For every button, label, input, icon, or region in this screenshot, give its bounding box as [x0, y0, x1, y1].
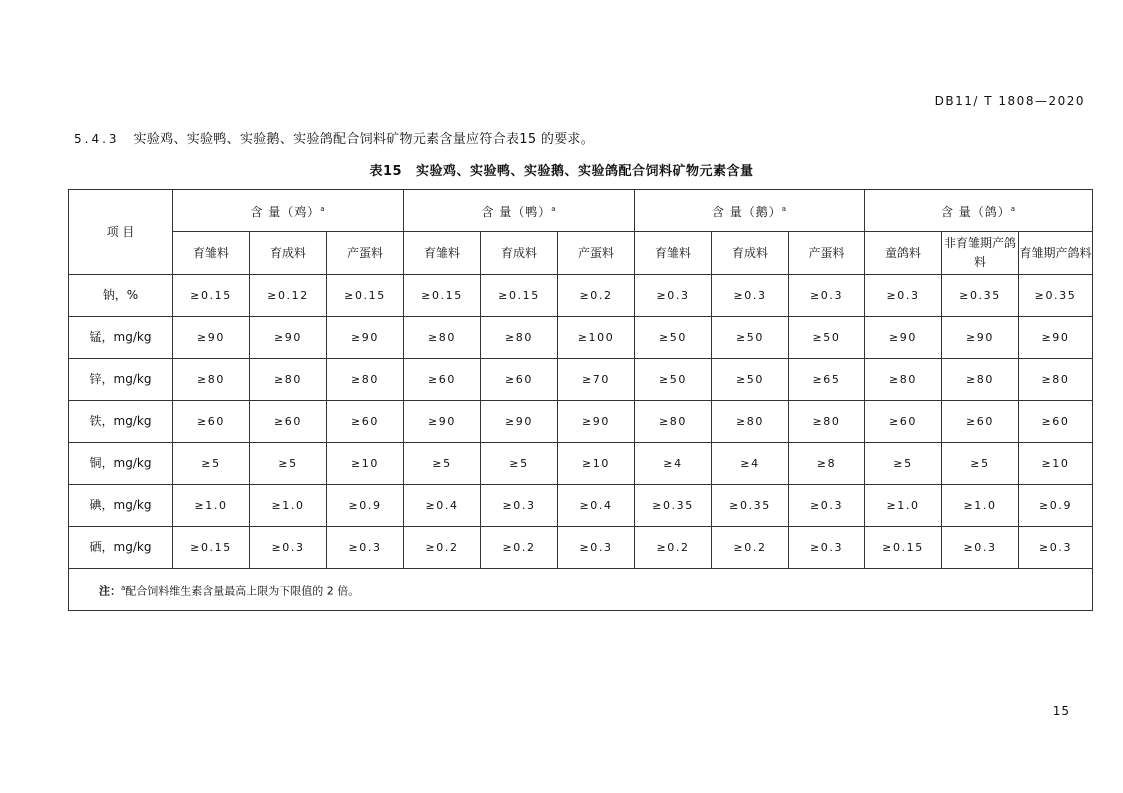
table-cell: ≥0.3	[558, 527, 635, 569]
table-cell: ≥5	[173, 443, 250, 485]
table-cell: ≥0.2	[635, 527, 712, 569]
table-row	[69, 275, 1093, 317]
table-cell: ≥0.35	[635, 485, 712, 527]
table-cell: ≥0.2	[481, 527, 558, 569]
table-cell: ≥4	[635, 443, 712, 485]
table-cell: ≥50	[712, 317, 789, 359]
table-cell: ≥90	[481, 401, 558, 443]
row-item-label: 碘，mg/kg	[69, 485, 173, 527]
sub-header: 育雏期产鸽料	[1019, 232, 1093, 275]
row-item-label: 钠，%	[69, 275, 173, 317]
table-number: 表15	[369, 164, 403, 179]
sub-header-row	[69, 232, 1093, 275]
table-row	[69, 359, 1093, 401]
table-cell: ≥1.0	[250, 485, 327, 527]
table-cell: ≥60	[1019, 401, 1093, 443]
table-cell: ≥80	[865, 359, 942, 401]
group-label: 含 量（鸡）	[250, 204, 321, 219]
table-cell: ≥1.0	[865, 485, 942, 527]
table-cell: ≥80	[789, 401, 865, 443]
footnote-marker: a	[320, 204, 326, 213]
sub-header: 非育雏期产鸽料	[942, 232, 1019, 275]
sub-header: 育雏料	[635, 232, 712, 275]
group-header-pigeon	[865, 190, 1093, 232]
note-row	[69, 569, 1093, 611]
table-cell: ≥100	[558, 317, 635, 359]
table-cell: ≥0.3	[327, 527, 404, 569]
table-cell: ≥0.35	[712, 485, 789, 527]
table-cell: ≥90	[250, 317, 327, 359]
table-cell: ≥10	[327, 443, 404, 485]
table-cell: ≥50	[635, 359, 712, 401]
table-cell: ≥80	[712, 401, 789, 443]
section-number: 5.4.3	[74, 132, 120, 146]
group-header-chicken	[173, 190, 404, 232]
table-row	[69, 401, 1093, 443]
sub-header: 产蛋料	[558, 232, 635, 275]
footnote-marker: a	[781, 204, 788, 213]
sub-header: 育成料	[712, 232, 789, 275]
sub-header: 产蛋料	[327, 232, 404, 275]
table-cell: ≥90	[865, 317, 942, 359]
table-cell: ≥0.35	[942, 275, 1019, 317]
table-row	[69, 317, 1093, 359]
table-cell: ≥0.3	[712, 275, 789, 317]
group-header-duck	[404, 190, 635, 232]
item-header: 项 目	[69, 190, 173, 275]
page-number: 15	[1052, 704, 1070, 718]
table-cell: ≥0.3	[635, 275, 712, 317]
table-cell: ≥0.35	[1019, 275, 1093, 317]
table-cell: ≥90	[1019, 317, 1093, 359]
group-label: 含 量（鸭）	[481, 204, 552, 219]
table-cell: ≥0.9	[1019, 485, 1093, 527]
table-cell: ≥5	[865, 443, 942, 485]
table-body	[69, 275, 1093, 569]
mineral-content-table	[68, 189, 1093, 611]
table-cell: ≥4	[712, 443, 789, 485]
table-cell: ≥65	[789, 359, 865, 401]
sub-header: 育雏料	[173, 232, 250, 275]
table-cell: ≥90	[327, 317, 404, 359]
table-cell: ≥50	[712, 359, 789, 401]
table-cell: ≥5	[942, 443, 1019, 485]
group-label: 含 量（鸽）	[940, 204, 1011, 219]
table-cell: ≥90	[173, 317, 250, 359]
table-cell: ≥0.2	[558, 275, 635, 317]
table-cell: ≥90	[558, 401, 635, 443]
table-cell: ≥0.3	[250, 527, 327, 569]
table-cell: ≥0.15	[404, 275, 481, 317]
table-cell: ≥10	[1019, 443, 1093, 485]
sub-header: 育成料	[481, 232, 558, 275]
table-cell: ≥0.3	[481, 485, 558, 527]
table-title	[0, 160, 1123, 179]
sub-header: 产蛋料	[789, 232, 865, 275]
table-cell: ≥0.9	[327, 485, 404, 527]
table-cell: ≥80	[173, 359, 250, 401]
table-cell: ≥90	[942, 317, 1019, 359]
note-superscript: a	[121, 583, 126, 592]
table-cell: ≥5	[404, 443, 481, 485]
table-cell: ≥5	[481, 443, 558, 485]
table-cell: ≥80	[1019, 359, 1093, 401]
row-item-label: 硒，mg/kg	[69, 527, 173, 569]
table-cell: ≥60	[865, 401, 942, 443]
table-cell: ≥50	[789, 317, 865, 359]
table-cell: ≥80	[250, 359, 327, 401]
table-cell: ≥0.2	[712, 527, 789, 569]
footnote-marker: a	[551, 204, 557, 213]
table-cell: ≥60	[250, 401, 327, 443]
table-cell: ≥0.3	[942, 527, 1019, 569]
table-cell: ≥10	[558, 443, 635, 485]
group-header-goose	[635, 190, 865, 232]
note-label: 注：	[99, 584, 121, 598]
table-cell: ≥0.15	[327, 275, 404, 317]
row-item-label: 锰，mg/kg	[69, 317, 173, 359]
table-cell: ≥0.12	[250, 275, 327, 317]
table-cell: ≥8	[789, 443, 865, 485]
group-header-row	[69, 190, 1093, 232]
table-row	[69, 485, 1093, 527]
table-cell: ≥80	[404, 317, 481, 359]
section-text: 实验鸡、实验鸭、实验鹅、实验鸽配合饲料矿物元素含量应符合表15 的要求。	[133, 132, 595, 147]
group-label: 含 量（鹅）	[711, 204, 782, 219]
table-cell: ≥60	[173, 401, 250, 443]
table-cell: ≥0.3	[789, 275, 865, 317]
table-cell: ≥60	[327, 401, 404, 443]
table-cell: ≥70	[558, 359, 635, 401]
table-cell: ≥80	[635, 401, 712, 443]
row-item-label: 铜，mg/kg	[69, 443, 173, 485]
table-cell: ≥0.3	[789, 527, 865, 569]
table-cell: ≥80	[327, 359, 404, 401]
table-cell: ≥0.4	[558, 485, 635, 527]
table-cell: ≥0.3	[1019, 527, 1093, 569]
table-cell: ≥0.15	[173, 275, 250, 317]
table-cell: ≥0.2	[404, 527, 481, 569]
table-note	[69, 569, 1093, 611]
table-row	[69, 443, 1093, 485]
table-cell: ≥90	[404, 401, 481, 443]
table-cell: ≥50	[635, 317, 712, 359]
table-title-text: 实验鸡、实验鸭、实验鹅、实验鸽配合饲料矿物元素含量	[416, 164, 754, 179]
document-code: DB11/ T 1808—2020	[934, 94, 1085, 108]
sub-header: 育雏料	[404, 232, 481, 275]
table-cell: ≥0.4	[404, 485, 481, 527]
table-cell: ≥1.0	[173, 485, 250, 527]
table-cell: ≥60	[481, 359, 558, 401]
section-paragraph	[74, 128, 594, 147]
table-cell: ≥0.3	[865, 275, 942, 317]
footnote-marker: a	[1010, 204, 1017, 213]
table-cell: ≥0.15	[865, 527, 942, 569]
table-cell: ≥80	[942, 359, 1019, 401]
table-cell: ≥80	[481, 317, 558, 359]
sub-header: 育成料	[250, 232, 327, 275]
note-text: 配合饲料维生素含量最高上限为下限值的 2 倍。	[125, 584, 360, 598]
table-cell: ≥0.15	[173, 527, 250, 569]
row-item-label: 锌，mg/kg	[69, 359, 173, 401]
table-cell: ≥60	[404, 359, 481, 401]
table-cell: ≥60	[942, 401, 1019, 443]
table-cell: ≥5	[250, 443, 327, 485]
table-cell: ≥1.0	[942, 485, 1019, 527]
table-row	[69, 527, 1093, 569]
sub-header: 童鸽料	[865, 232, 942, 275]
row-item-label: 铁，mg/kg	[69, 401, 173, 443]
table-cell: ≥0.3	[789, 485, 865, 527]
table-cell: ≥0.15	[481, 275, 558, 317]
